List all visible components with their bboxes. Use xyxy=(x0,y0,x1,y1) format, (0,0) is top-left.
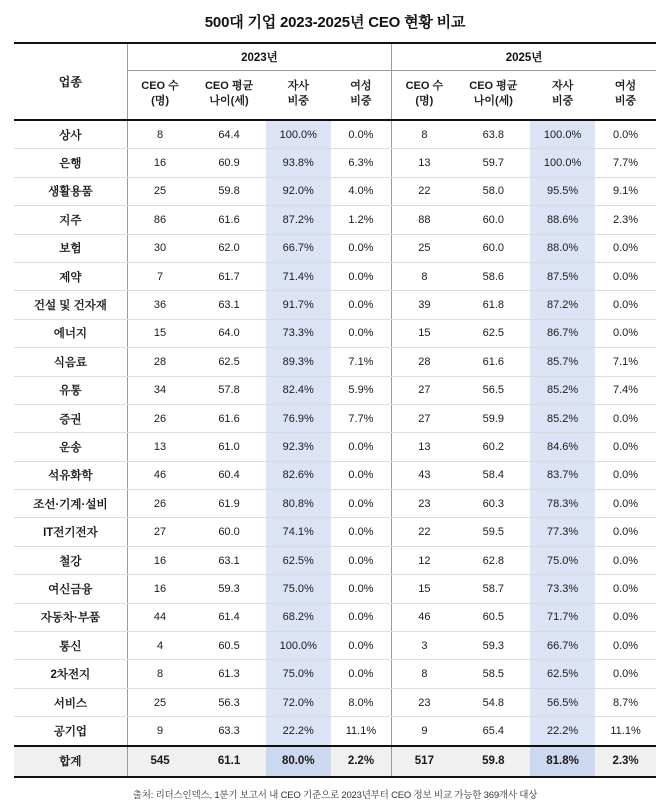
page-title: 500대 기업 2023-2025년 CEO 현황 비교 xyxy=(204,14,466,31)
cell-2025-female-share: 0.0% xyxy=(595,518,656,546)
cell-2023-ceo-count: 27 xyxy=(127,518,192,546)
header-line2: 비중 xyxy=(350,95,372,107)
cell-industry: 은행 xyxy=(14,149,127,177)
cell-2025-internal-share: 71.7% xyxy=(530,603,595,631)
cell-2025-female-share: 8.7% xyxy=(595,688,656,716)
cell-industry: 건설 및 건자재 xyxy=(14,291,127,319)
cell-2023-female-share: 0.0% xyxy=(331,262,392,290)
cell-2025-internal-share: 100.0% xyxy=(530,149,595,177)
header-2023-avg-age xyxy=(192,71,265,121)
cell-2023-female-share: 0.0% xyxy=(331,319,392,347)
cell-2023-avg-age: 60.5 xyxy=(192,632,265,660)
cell-2023-avg-age: 64.4 xyxy=(192,120,265,149)
cell-2025-internal-share: 73.3% xyxy=(530,575,595,603)
cell-2023-female-share: 0.0% xyxy=(331,546,392,574)
cell-2023-female-share: 0.0% xyxy=(331,575,392,603)
cell-2025-ceo-count: 46 xyxy=(392,603,457,631)
cell-2025-avg-age: 59.5 xyxy=(457,518,530,546)
cell-2023-female-share: 0.0% xyxy=(331,660,392,688)
cell-2025-avg-age: 58.5 xyxy=(457,660,530,688)
cell-2023-female-share: 4.0% xyxy=(331,177,392,205)
cell-2025-internal-share: 62.5% xyxy=(530,660,595,688)
cell-2025-internal-share: 88.6% xyxy=(530,206,595,234)
header-2025-avg-age xyxy=(457,71,530,121)
header-line1: CEO 수 xyxy=(405,80,444,93)
table-row xyxy=(14,120,656,149)
cell-2023-female-share: 0.0% xyxy=(331,632,392,660)
header-line1: 자사 xyxy=(551,80,574,93)
cell-2023-internal-share: 82.6% xyxy=(266,461,331,489)
total-row xyxy=(14,746,656,777)
header-group-2023: 2023년 xyxy=(127,43,391,71)
cell-2023-ceo-count: 44 xyxy=(127,603,192,631)
header-line1: CEO 수 xyxy=(141,80,179,93)
cell-2023-ceo-count: 16 xyxy=(127,546,192,574)
cell-2023-internal-share: 100.0% xyxy=(266,120,331,149)
cell-2025-avg-age: 54.8 xyxy=(457,688,530,716)
cell-2025-internal-share: 85.7% xyxy=(530,348,595,376)
cell-2023-ceo-count: 16 xyxy=(127,149,192,177)
cell-2023-avg-age: 60.9 xyxy=(192,149,265,177)
header-line1: 여성 xyxy=(614,80,637,93)
cell-2025-internal-share: 22.2% xyxy=(530,717,595,746)
cell-2025-avg-age: 60.3 xyxy=(457,490,530,518)
cell-industry: 통신 xyxy=(14,632,127,660)
cell-industry: 자동차·부품 xyxy=(14,603,127,631)
cell-2025-internal-share: 77.3% xyxy=(530,518,595,546)
cell-2023-avg-age: 61.6 xyxy=(192,206,265,234)
cell-industry: 조선·기계·설비 xyxy=(14,490,127,518)
cell-2023-avg-age: 61.4 xyxy=(192,603,265,631)
cell-2023-female-share: 7.7% xyxy=(331,404,392,432)
table-row xyxy=(14,404,656,432)
table-row xyxy=(14,348,656,376)
cell-2025-avg-age: 60.0 xyxy=(457,206,530,234)
cell-2023-ceo-count: 16 xyxy=(127,575,192,603)
cell-industry: 지주 xyxy=(14,206,127,234)
cell-2023-internal-share: 75.0% xyxy=(266,575,331,603)
cell-2023-avg-age: 60.0 xyxy=(192,518,265,546)
cell-2025-female-share: 0.0% xyxy=(595,660,656,688)
cell-2025-internal-share: 85.2% xyxy=(530,404,595,432)
cell-2023-female-share: 0.0% xyxy=(331,291,392,319)
cell-2025-ceo-count: 8 xyxy=(392,120,457,149)
cell-2025-ceo-count: 22 xyxy=(392,177,457,205)
cell-2025-ceo-count: 12 xyxy=(392,546,457,574)
cell-2025-female-share: 9.1% xyxy=(595,177,656,205)
cell-2025-ceo-count: 8 xyxy=(392,660,457,688)
header-2025-female-share xyxy=(595,71,656,121)
cell-2025-ceo-count: 23 xyxy=(392,490,457,518)
header-line2: (명) xyxy=(151,95,170,107)
cell-2023-avg-age: 61.0 xyxy=(192,433,265,461)
table-foot xyxy=(14,746,656,777)
cell-2023-internal-share: 80.8% xyxy=(266,490,331,518)
header-line2: 비중 xyxy=(614,95,637,107)
cell-2023-female-share: 8.0% xyxy=(331,688,392,716)
cell-2023-ceo-count: 28 xyxy=(127,348,192,376)
cell-2025-internal-share: 78.3% xyxy=(530,490,595,518)
cell-2025-female-share: 7.7% xyxy=(595,149,656,177)
cell-2025-avg-age: 59.3 xyxy=(457,632,530,660)
cell-2023-avg-age: 61.9 xyxy=(192,490,265,518)
table-row xyxy=(14,234,656,262)
cell-2025-female-share: 7.4% xyxy=(595,376,656,404)
cell-2023-female-share: 0.0% xyxy=(331,120,392,149)
cell-2023-ceo-count: 26 xyxy=(127,404,192,432)
cell-2025-female-share: 0.0% xyxy=(595,603,656,631)
cell-2025-internal-share: 84.6% xyxy=(530,433,595,461)
cell-2025-female-share: 0.0% xyxy=(595,632,656,660)
header-industry: 업종 xyxy=(14,43,127,120)
cell-industry: 제약 xyxy=(14,262,127,290)
table-row xyxy=(14,291,656,319)
cell-2025-female-share: 0.0% xyxy=(595,291,656,319)
cell-2025-avg-age: 59.7 xyxy=(457,149,530,177)
table-row xyxy=(14,319,656,347)
source-note: 출처: 리더스인덱스, 1분기 보고서 내 CEO 기준으로 2023년부터 CEO 정보 비교 가능한 369개사 대상 xyxy=(132,789,538,801)
cell-2023-ceo-count: 7 xyxy=(127,262,192,290)
cell-2025-internal-share: 87.5% xyxy=(530,262,595,290)
table-row xyxy=(14,688,656,716)
cell-2023-avg-age: 64.0 xyxy=(192,319,265,347)
cell-2025-internal-share: 66.7% xyxy=(530,632,595,660)
cell-industry: 보험 xyxy=(14,234,127,262)
cell-2025-female-share: 0.0% xyxy=(595,433,656,461)
cell-2025-avg-age: 58.0 xyxy=(457,177,530,205)
cell-2023-avg-age: 61.3 xyxy=(192,660,265,688)
cell-2023-female-share: 0.0% xyxy=(331,603,392,631)
cell-2023-avg-age: 63.1 xyxy=(192,291,265,319)
cell-industry: 증권 xyxy=(14,404,127,432)
cell-2023-ceo-count: 86 xyxy=(127,206,192,234)
cell-2023-avg-age: 61.6 xyxy=(192,404,265,432)
cell-2023-avg-age: 62.0 xyxy=(192,234,265,262)
cell-2023-internal-share: 62.5% xyxy=(266,546,331,574)
cell-2023-internal-share: 22.2% xyxy=(266,717,331,746)
table-row xyxy=(14,575,656,603)
cell-industry: 여신금융 xyxy=(14,575,127,603)
header-line1: 여성 xyxy=(350,80,372,93)
cell-2025-female-share: 11.1% xyxy=(610,724,641,737)
cell-2023-internal-share: 92.0% xyxy=(266,177,331,205)
cell-2025-female-share: 0.0% xyxy=(595,262,656,290)
cell-total-2025-avg-age: 59.8 xyxy=(457,746,530,777)
cell-2023-female-share: 0.0% xyxy=(331,518,392,546)
cell-industry: 서비스 xyxy=(14,688,127,716)
cell-2025-ceo-count: 22 xyxy=(392,518,457,546)
cell-2025-female-share: 0.0% xyxy=(595,490,656,518)
cell-2025-internal-share: 83.7% xyxy=(530,461,595,489)
header-group-2025: 2025년 xyxy=(392,43,656,71)
table-row xyxy=(14,461,656,489)
cell-industry: 운송 xyxy=(14,433,127,461)
cell-2025-ceo-count: 27 xyxy=(392,404,457,432)
table-row xyxy=(14,717,656,746)
cell-2025-avg-age: 56.5 xyxy=(457,376,530,404)
cell-2023-ceo-count: 15 xyxy=(127,319,192,347)
cell-2023-ceo-count: 13 xyxy=(127,433,192,461)
cell-2025-ceo-count: 15 xyxy=(392,319,457,347)
cell-industry: 에너지 xyxy=(14,319,127,347)
cell-2025-avg-age: 61.8 xyxy=(457,291,530,319)
cell-total-2023-female-share: 2.2% xyxy=(331,746,392,777)
cell-2025-ceo-count: 8 xyxy=(392,262,457,290)
cell-2023-ceo-count: 36 xyxy=(127,291,192,319)
cell-2025-internal-share: 88.0% xyxy=(530,234,595,262)
cell-total-2025-female-share: 2.3% xyxy=(595,746,656,777)
cell-2025-female-share: 0.0% xyxy=(595,404,656,432)
header-line2: (명) xyxy=(415,95,434,107)
header-line2: 비중 xyxy=(287,95,309,107)
cell-2023-ceo-count: 25 xyxy=(127,688,192,716)
cell-2023-ceo-count: 8 xyxy=(127,660,192,688)
cell-2025-internal-share: 75.0% xyxy=(530,546,595,574)
cell-industry: 공기업 xyxy=(53,725,88,738)
cell-2025-ceo-count: 13 xyxy=(392,149,457,177)
header-line1: CEO 평균 xyxy=(469,80,518,93)
table-row xyxy=(14,262,656,290)
cell-total-2023-ceo-count: 545 xyxy=(127,746,192,777)
cell-2025-internal-share: 95.5% xyxy=(530,177,595,205)
header-group-row xyxy=(14,43,656,71)
cell-2023-internal-share: 66.7% xyxy=(266,234,331,262)
cell-2023-female-share: 0.0% xyxy=(331,234,392,262)
table-row xyxy=(14,376,656,404)
cell-2025-ceo-count: 43 xyxy=(392,461,457,489)
cell-2025-female-share: 0.0% xyxy=(595,120,656,149)
cell-2023-ceo-count: 25 xyxy=(127,177,192,205)
cell-2025-avg-age: 59.9 xyxy=(457,404,530,432)
cell-2025-ceo-count: 3 xyxy=(392,632,457,660)
cell-2023-female-share: 1.2% xyxy=(331,206,392,234)
cell-2025-female-share: 2.3% xyxy=(595,206,656,234)
cell-2023-avg-age: 62.5 xyxy=(192,348,265,376)
cell-industry: 석유화학 xyxy=(14,461,127,489)
cell-2025-internal-share: 85.2% xyxy=(530,376,595,404)
cell-total-2025-internal-share: 81.8% xyxy=(530,746,595,777)
header-line2: 나이(세) xyxy=(209,95,249,107)
cell-2023-ceo-count: 8 xyxy=(127,120,192,149)
cell-industry: 철강 xyxy=(14,546,127,574)
cell-2023-internal-share: 82.4% xyxy=(266,376,331,404)
cell-2025-avg-age: 60.2 xyxy=(457,433,530,461)
header-line1: 자사 xyxy=(287,80,309,93)
cell-2025-ceo-count: 15 xyxy=(392,575,457,603)
cell-2025-avg-age: 60.5 xyxy=(457,603,530,631)
cell-2023-internal-share: 93.8% xyxy=(266,149,331,177)
cell-2025-ceo-count: 23 xyxy=(392,688,457,716)
cell-2023-avg-age: 61.7 xyxy=(192,262,265,290)
cell-total-2023-avg-age: 61.1 xyxy=(192,746,265,777)
cell-2023-female-share: 0.0% xyxy=(331,461,392,489)
table-row xyxy=(14,177,656,205)
cell-2025-internal-share: 100.0% xyxy=(530,120,595,149)
ceo-comparison-table xyxy=(14,42,656,778)
table-body xyxy=(14,120,656,746)
cell-2025-ceo-count: 13 xyxy=(392,433,457,461)
table-row xyxy=(14,660,656,688)
header-2023-internal-share xyxy=(266,71,331,121)
cell-2023-female-share: 6.3% xyxy=(331,149,392,177)
cell-2023-internal-share: 100.0% xyxy=(266,632,331,660)
cell-industry: 생활용품 xyxy=(14,177,127,205)
cell-2023-internal-share: 68.2% xyxy=(266,603,331,631)
cell-2023-avg-age: 63.1 xyxy=(192,546,265,574)
table-row xyxy=(14,546,656,574)
cell-2023-internal-share: 74.1% xyxy=(266,518,331,546)
cell-2023-internal-share: 75.0% xyxy=(266,660,331,688)
header-2025-internal-share xyxy=(530,71,595,121)
cell-2023-internal-share: 76.9% xyxy=(266,404,331,432)
cell-2025-internal-share: 87.2% xyxy=(530,291,595,319)
cell-2023-avg-age: 59.3 xyxy=(192,575,265,603)
cell-industry: 식음료 xyxy=(14,348,127,376)
cell-industry: 상사 xyxy=(14,120,127,149)
cell-2025-internal-share: 86.7% xyxy=(530,319,595,347)
table-row xyxy=(14,149,656,177)
cell-2023-avg-age: 63.3 xyxy=(218,724,240,737)
cell-2025-ceo-count: 28 xyxy=(392,348,457,376)
cell-2023-ceo-count: 46 xyxy=(127,461,192,489)
cell-2023-avg-age: 60.4 xyxy=(192,461,265,489)
cell-total-2023-internal-share: 80.0% xyxy=(266,746,331,777)
cell-2025-female-share: 0.0% xyxy=(595,546,656,574)
header-2023-ceo-count xyxy=(127,71,192,121)
cell-2025-ceo-count: 27 xyxy=(392,376,457,404)
table-row xyxy=(14,518,656,546)
cell-2023-avg-age: 56.3 xyxy=(192,688,265,716)
cell-2025-avg-age: 62.5 xyxy=(457,319,530,347)
cell-2023-internal-share: 91.7% xyxy=(266,291,331,319)
cell-2023-avg-age: 59.8 xyxy=(192,177,265,205)
table-head xyxy=(14,43,656,120)
table-row xyxy=(14,206,656,234)
cell-industry: 2차전지 xyxy=(14,660,127,688)
cell-industry: IT전기전자 xyxy=(14,518,127,546)
cell-2025-avg-age: 60.0 xyxy=(457,234,530,262)
cell-2023-female-share: 0.0% xyxy=(331,433,392,461)
header-line2: 비중 xyxy=(551,95,574,107)
cell-2025-avg-age: 65.4 xyxy=(482,724,505,737)
cell-2025-ceo-count: 25 xyxy=(392,234,457,262)
cell-2023-female-share: 7.1% xyxy=(331,348,392,376)
cell-2025-ceo-count: 9 xyxy=(392,717,457,746)
header-2025-ceo-count xyxy=(392,71,457,121)
cell-2025-female-share: 0.0% xyxy=(595,234,656,262)
cell-2025-avg-age: 58.6 xyxy=(457,262,530,290)
cell-industry: 유통 xyxy=(14,376,127,404)
cell-2023-internal-share: 87.2% xyxy=(266,206,331,234)
cell-2023-female-share: 5.9% xyxy=(331,376,392,404)
cell-2023-ceo-count: 30 xyxy=(127,234,192,262)
table-row xyxy=(14,632,656,660)
cell-2023-female-share: 11.1% xyxy=(345,724,377,737)
cell-2025-female-share: 7.1% xyxy=(595,348,656,376)
header-line2: 나이(세) xyxy=(473,95,513,107)
cell-2023-internal-share: 89.3% xyxy=(266,348,331,376)
cell-2025-avg-age: 58.7 xyxy=(457,575,530,603)
cell-2023-internal-share: 92.3% xyxy=(266,433,331,461)
cell-2023-ceo-count: 4 xyxy=(127,632,192,660)
cell-2025-avg-age: 61.6 xyxy=(457,348,530,376)
table-row xyxy=(14,433,656,461)
cell-2025-female-share: 0.0% xyxy=(595,461,656,489)
cell-2023-internal-share: 73.3% xyxy=(266,319,331,347)
cell-2025-female-share: 0.0% xyxy=(595,575,656,603)
table-row xyxy=(14,603,656,631)
cell-total-label: 합계 xyxy=(14,746,127,777)
cell-2025-avg-age: 58.4 xyxy=(457,461,530,489)
table-row xyxy=(14,490,656,518)
cell-2025-avg-age: 63.8 xyxy=(457,120,530,149)
cell-total-2025-ceo-count: 517 xyxy=(392,746,457,777)
cell-2025-avg-age: 62.8 xyxy=(457,546,530,574)
header-line1: CEO 평균 xyxy=(204,80,254,93)
cell-2023-internal-share: 72.0% xyxy=(266,688,331,716)
cell-2023-ceo-count: 9 xyxy=(127,717,192,746)
cell-2025-ceo-count: 88 xyxy=(392,206,457,234)
cell-2025-ceo-count: 39 xyxy=(392,291,457,319)
cell-2023-avg-age: 57.8 xyxy=(192,376,265,404)
cell-2025-internal-share: 56.5% xyxy=(530,688,595,716)
cell-2025-female-share: 0.0% xyxy=(595,319,656,347)
cell-2023-ceo-count: 26 xyxy=(127,490,192,518)
cell-2023-ceo-count: 34 xyxy=(127,376,192,404)
cell-2023-female-share: 0.0% xyxy=(331,490,392,518)
header-2023-female-share xyxy=(331,71,392,121)
cell-2023-internal-share: 71.4% xyxy=(266,262,331,290)
